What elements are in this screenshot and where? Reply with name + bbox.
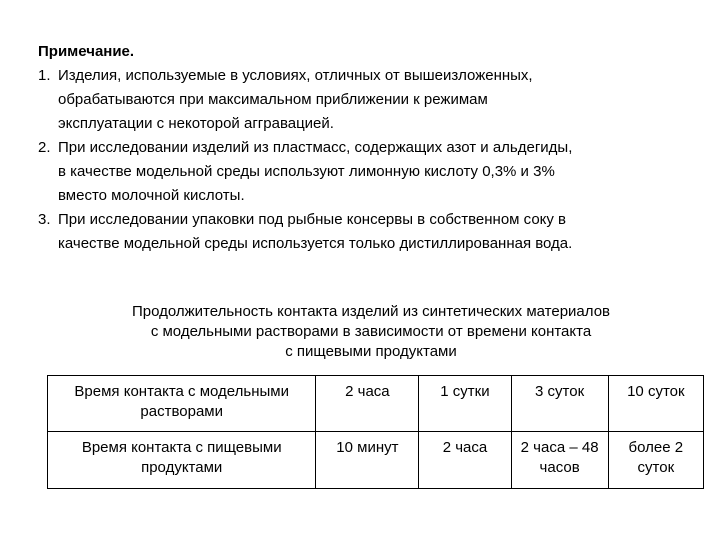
row-label: Время контакта с пищевыми продуктами [48, 432, 316, 489]
note-line: При исследовании изделий из пластмасс, содержащих азот и альдегиды, [58, 139, 573, 156]
table-title [40, 302, 702, 362]
table-title-line: Продолжительность контакта изделий из синтетических материалов [131, 303, 610, 320]
note-number: 2. [38, 139, 51, 156]
table-cell: 2 часа [419, 432, 511, 489]
contact-time-table [47, 375, 704, 489]
row-label: Время контакта с модельными растворами [48, 376, 316, 432]
table-cell: 10 минут [316, 432, 419, 489]
table-row [48, 376, 704, 432]
table-cell: 2 часа [316, 376, 419, 432]
table-cell: 10 суток [608, 376, 703, 432]
notes-block [38, 40, 678, 256]
table-row [48, 432, 704, 489]
table-cell: 2 часа – 48 часов [511, 432, 608, 489]
table-cell: 1 сутки [419, 376, 511, 432]
table-cell: 3 суток [511, 376, 608, 432]
table-title-line: с пищевыми продуктами [285, 343, 457, 360]
note-line: эксплуатации с некоторой аггравацией. [58, 115, 334, 132]
note-number: 1. [38, 67, 51, 84]
note-line: качестве модельной среды используется только дистиллированная вода. [58, 235, 573, 252]
note-line: в качестве модельной среды используют лимонную кислоту 0,3% и 3% [58, 163, 555, 180]
table-title-line: с модельными растворами в зависимости от времени контакта [150, 323, 592, 340]
note-item-2 [38, 136, 678, 208]
note-item-3 [38, 208, 678, 256]
note-line: При исследовании упаковки под рыбные консервы в собственном соку в [58, 211, 567, 228]
table-cell: более 2 суток [608, 432, 703, 489]
note-line: Изделия, используемые в условиях, отличных от вышеизложенных, [58, 67, 533, 84]
note-line: вместо молочной кислоты. [58, 187, 245, 204]
note-number: 3. [38, 211, 51, 228]
note-item-1 [38, 64, 678, 136]
note-line: обрабатываются при максимальном приближении к режимам [58, 91, 488, 108]
notes-title: Примечание. [38, 43, 135, 60]
